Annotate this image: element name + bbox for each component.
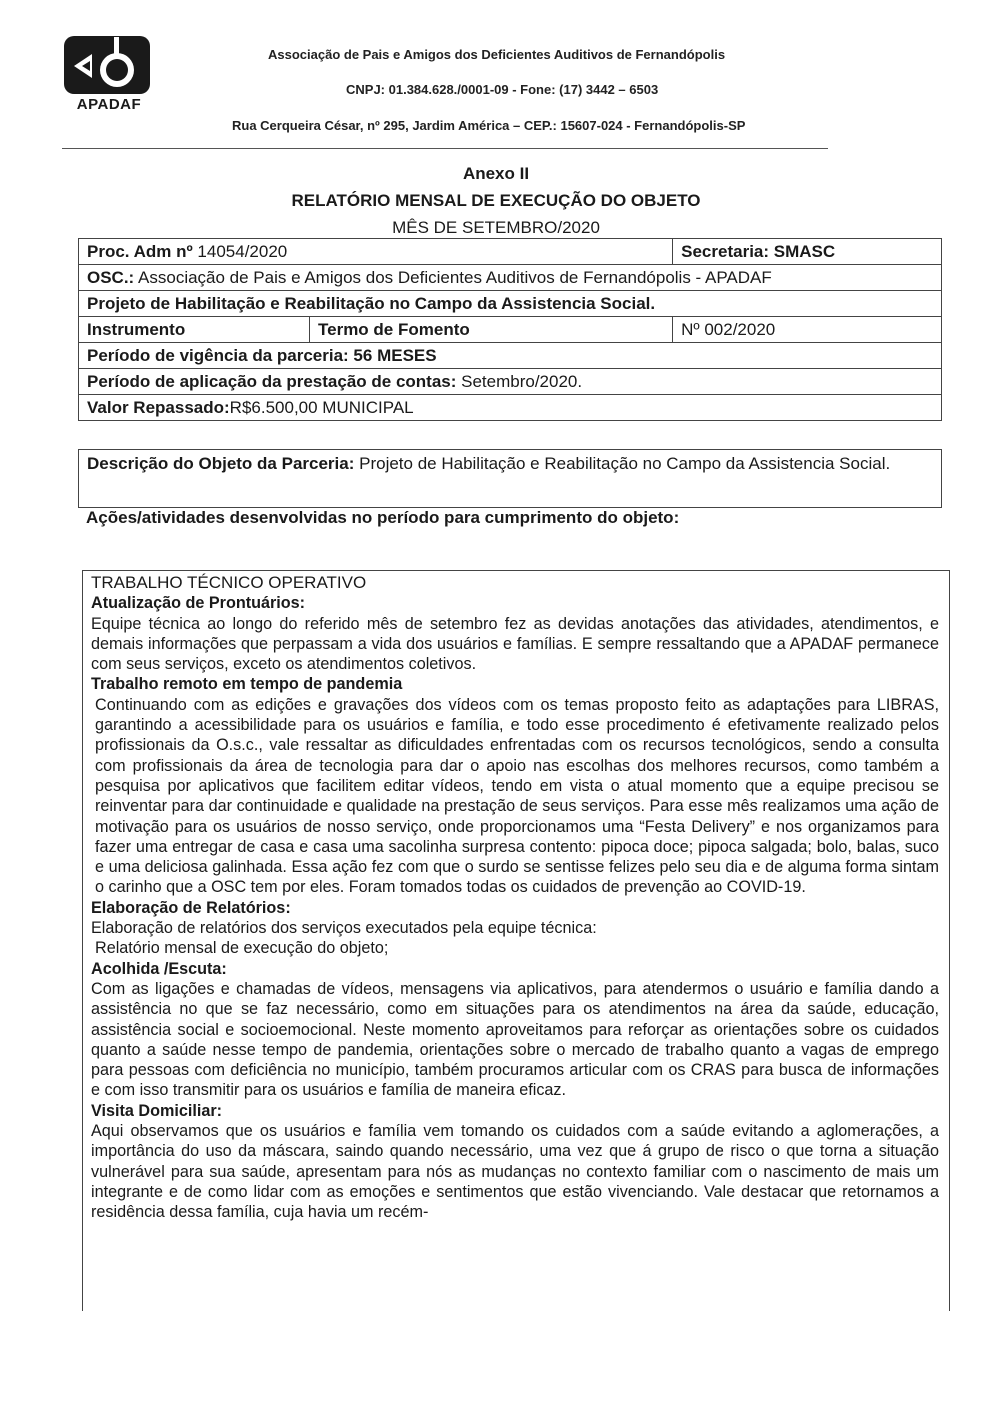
section-text-relatorios-2: Relatório mensal de execução do objeto;	[95, 939, 389, 958]
report-title: RELATÓRIO MENSAL DE EXECUÇÃO DO OBJETO	[291, 191, 701, 210]
section-title-relatorios: Elaboração de Relatórios:	[91, 898, 291, 917]
acoes-heading: Ações/atividades desenvolvidas no período para cumprimento do objeto:	[86, 508, 680, 527]
logo-text: APADAF	[76, 96, 142, 113]
section-text-acolhida: Com as ligações e chamadas de vídeos, mensagens via aplicativos, para atendermos o usuário e família dando a assistência no que se faz necessário, como em situações para os atendimentos na área da saúde, educação, assistência social e socioemocional. Neste momento aproveitamos para reforçar as orientações sobre os cuidados quanto a saúde nesse tempo de pandemia, orientações sobre o mercado de trabalho quanto a vagas de emprego para pessoas com deficiência no município, também procuramos articular com os CRAS para busca de informações e com isso transmitir para os usuários e família de maneira eficaz.	[91, 979, 939, 1100]
numero-cell: Nº 002/2020	[673, 317, 942, 343]
section-title-pandemia: Trabalho remoto em tempo de pandemia	[91, 675, 403, 694]
trabalho-heading: TRABALHO TÉCNICO OPERATIVO	[91, 573, 367, 592]
report-month: MÊS DE SETEMBRO/2020	[392, 218, 600, 237]
proc-cell: Proc. Adm nº 14054/2020	[79, 239, 673, 265]
section-text-pandemia: Continuando com as edições e gravações dos vídeos com os temas proposto feito as adaptações para LIBRAS, garantindo a acessibilidade para os usuários e família, e todo esse procedimento é efetivamente realizado pelos profissionais da O.s.c., vale ressaltar as dificuldades enfrentadas com os recursos tecnológicos, sendo a consulta com profissionais da área de tecnologia para dar o apoio nas escolhas dos melhores recursos, como também a pesquisa por aplicativos que facilitem editar vídeos, tendo em vista o atual momento que a equipe precisou se reinventar para dar continuidade e qualidade na prestação de seus serviços. Para esse mês realizamos uma ação de motivação para os usuários de nosso serviço, onde proporcionamos uma “Festa Delivery” e nos organizamos para fazer uma entregar de casa e casa uma sacolinha surpresa contento: pipoca doce; pipoca salgada; bolo, balas, suco e uma deliciosa galinhada. Essa ação fez com que o surdo se sentisse felizes pelo seu dia e de alguma forma sintam o carinho que a OSC tem por eles. Foram tomados todas os cuidados de prevenção ao COVID-19.	[95, 695, 939, 897]
section-text-prontuarios: Equipe técnica ao longo do referido mês de setembro fez as devidas anotações das atividades, atendimentos, e demais informações que perpassam a vida dos usuários e famílias. E sempre ressaltando que a APADAF permanece com seus serviços, exceto os atendimentos coletivos.	[91, 614, 939, 674]
section-text-visita: Aqui observamos que os usuários e família vem tomando os cuidados com a saúde evitando a aglomerações, a importância do uso da máscara, saindo quando necessário, uma vez que á grupo de risco o que torna a situação vulnerável para sua saúde, apresentam para nós as mudanças no contexto familiar com o nascimento de mais um integrante e de como lidar com as emoções e sentimentos que estão vivenciando. Vale destacar que retornamos a residência dessa família, cuja havia um recém-	[91, 1122, 939, 1222]
trabalho-box	[82, 570, 950, 1311]
valor-cell: Valor Repassado:R$6.500,00 MUNICIPAL	[79, 395, 942, 421]
secretaria-cell: Secretaria: SMASC	[673, 239, 942, 265]
header-divider	[62, 148, 828, 149]
descricao-box: Descrição do Objeto da Parceria: Projeto de Habilitação e Reabilitação no Campo da Assistencia Social.	[78, 449, 942, 508]
section-title-acolhida: Acolhida /Escuta:	[91, 959, 227, 978]
aplicacao-cell: Período de aplicação da prestação de contas: Setembro/2020.	[79, 369, 942, 395]
section-title-visita: Visita Domiciliar:	[91, 1101, 223, 1120]
instrumento-cell: Instrumento	[79, 317, 310, 343]
projeto-cell: Projeto de Habilitação e Reabilitação no Campo da Assistencia Social.	[79, 291, 942, 317]
annex-title: Anexo II	[462, 164, 530, 183]
org-name: Associação de Pais e Amigos dos Deficientes Auditivos de Fernandópolis	[268, 47, 726, 62]
osc-cell: OSC.: Associação de Pais e Amigos dos Deficientes Auditivos de Fernandópolis - APADAF	[79, 265, 942, 291]
vigencia-cell: Período de vigência da parceria: 56 MESES	[79, 343, 942, 369]
address-line: Rua Cerqueira César, nº 295, Jardim América – CEP.: 15607-024 - Fernandópolis-SP	[232, 118, 746, 133]
section-title-prontuarios: Atualização de Prontuários:	[91, 594, 306, 613]
cnpj-line: CNPJ: 01.384.628./0001-09 - Fone: (17) 3442 – 6503	[346, 82, 659, 97]
section-text-relatorios-1: Elaboração de relatórios dos serviços executados pela equipe técnica:	[91, 919, 597, 938]
info-table	[78, 238, 942, 421]
termo-cell: Termo de Fomento	[310, 317, 673, 343]
